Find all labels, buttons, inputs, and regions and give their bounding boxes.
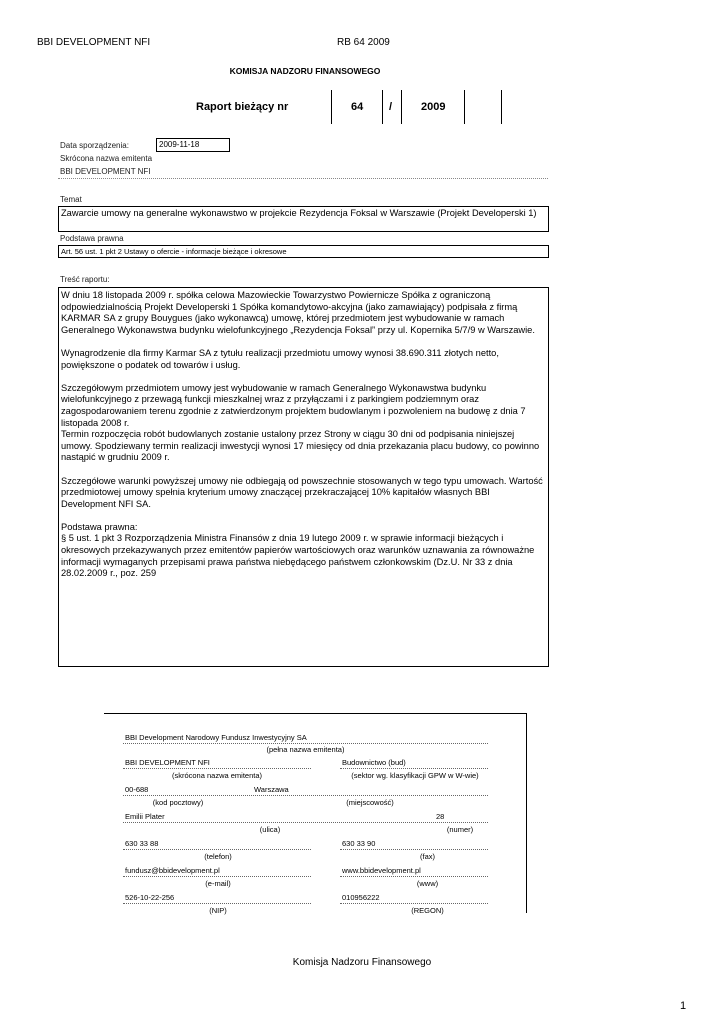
report-title: Raport bieżący nr xyxy=(196,101,289,113)
issuer-street: Emilii Plater xyxy=(125,812,165,821)
divider xyxy=(123,822,488,823)
header-issuer: BBI DEVELOPMENT NFI xyxy=(37,37,151,48)
issuer-regon-caption: (REGON) xyxy=(411,906,444,915)
report-year: 2009 xyxy=(421,101,446,113)
issuer-www[interactable]: www.bbidevelopment.pl xyxy=(342,866,421,875)
issuer-nip: 526-10-22-256 xyxy=(125,893,175,902)
legal-basis-heading: Podstawa prawna: xyxy=(61,521,138,532)
issuer-full-name-caption: (pełna nazwa emitenta) xyxy=(266,745,345,754)
issuer-short-name-caption: (skrócona nazwa emitenta) xyxy=(171,771,263,780)
divider xyxy=(123,849,311,850)
issuer-number-caption: (numer) xyxy=(446,825,474,834)
issuer-regon: 010956222 xyxy=(342,893,380,902)
divider xyxy=(123,768,311,769)
issuer-street-caption: (ulica) xyxy=(259,825,281,834)
date-value: 2009-11-18 xyxy=(156,138,230,152)
divider xyxy=(340,903,488,904)
issuer-fax: 630 33 90 xyxy=(342,839,376,848)
divider xyxy=(123,876,311,877)
issuer-number: 28 xyxy=(436,812,445,821)
issuer-fax-caption: (fax) xyxy=(420,852,435,861)
issuer-city: Warszawa xyxy=(254,785,289,794)
subject-value: Zawarcie umowy na generalne wykonawstwo w projekcie Rezydencja Foksal w Warszawie (Projekt Developerski 1) xyxy=(58,206,549,232)
divider xyxy=(340,849,488,850)
divider xyxy=(123,903,311,904)
issuer-sector: Budownictwo (bud) xyxy=(342,758,406,767)
footer-commission: Komisja Nadzoru Finansowego xyxy=(292,957,432,968)
issuer-full-name: BBI Development Narodowy Fundusz Inwestycyjny SA xyxy=(125,733,307,742)
issuer-postal-code: 00-688 xyxy=(125,785,149,794)
content-paragraph-5: Szczegółowe warunki powyższej umowy nie odbiegają od powszechnie stosowanych w tego typu umowach. Wartość przedmiotowej umowy spełnia kryterium umowy znaczącej przekraczającej 10% kapitałów własnych BBI Development NFI SA. xyxy=(61,475,543,509)
content-label: Treść raportu: xyxy=(60,275,110,284)
issuer-email-caption: (e-mail) xyxy=(205,879,231,888)
date-label: Data sporządzenia: xyxy=(60,141,129,150)
header-report-code: RB 64 2009 xyxy=(337,37,390,48)
issuer-www-caption: (www) xyxy=(416,879,439,888)
report-separator: / xyxy=(389,101,393,113)
divider xyxy=(123,743,488,744)
content-paragraph-4: Termin rozpoczęcia robót budowlanych zostanie ustalony przez Strony w ciągu 30 dni od podpisania niniejszej umowy. Spodziewany termin realizacji inwestycji wynosi 17 miesięcy od dnia przekazania placu budowy, co powinno nastąpić w grudniu 2009 r. xyxy=(61,429,540,463)
issuer-city-caption: (miejscowość) xyxy=(346,798,394,807)
issuer-postal-code-caption: (kod pocztowy) xyxy=(152,798,204,807)
issuer-short-name: BBI DEVELOPMENT NFI xyxy=(125,758,210,767)
short-name-value: BBI DEVELOPMENT NFI xyxy=(60,167,151,176)
subject-label: Temat xyxy=(60,195,82,204)
content-paragraph-6: § 5 ust. 1 pkt 3 Rozporządzenia Ministra Finansów z dnia 19 lutego 2009 r. w sprawie informacji bieżących i okresowych przekazywanych przez emitentów papierów wartościowych oraz warunków uznawania za równoważne informacji wymaganych przepisami prawa państwa niebędącego państwem członkowskim (Dz.U. Nr 33 z dnia 28.02.2009 r., poz. 259 xyxy=(61,533,535,579)
divider xyxy=(340,876,488,877)
divider xyxy=(340,768,488,769)
issuer-sector-caption: (sektor wg. klasyfikacji GPW w W-wie) xyxy=(351,771,479,780)
issuer-email[interactable]: fundusz@bbidevelopment.pl xyxy=(125,866,220,875)
divider xyxy=(123,795,488,796)
content-paragraph-3: Szczegółowym przedmiotem umowy jest wybudowanie w ramach Generalnego Wykonawstwa budynku wielofunkcyjnego z przewagą funkcji mieszkalnej wraz z przyłączami i z parkingiem podziemnym oraz zagospodarowaniem terenu zgodnie z zatwierdzonym projektem budowlanym i pozwoleniem na budowę z dnia 7 listopada 2008 r. xyxy=(61,382,526,428)
issuer-phone-caption: (telefon) xyxy=(204,852,232,861)
page-number: 1 xyxy=(680,1000,687,1012)
content-paragraph-1: W dniu 18 listopada 2009 r. spółka celowa Mazowieckie Towarzystwo Powiernicze Spółka z ograniczoną odpowiedzialnością Projekt Developerski 1 Spółka komandytowo-akcyjna (jako zamawiający) podpisała z firmą KARMAR SA z grupy Bouygues (jako wykonawcą) umowę, której przedmiotem jest wybudowanie w ramach Generalnego Wykonawstwa budynku wielofunkcyjnego „Rezydencja Foksal” przy ul. Kopernika 5/7/9 w Warszawie. xyxy=(61,290,535,335)
commission-title: KOMISJA NADZORU FINANSOWEGO xyxy=(229,66,381,76)
legal-basis-label: Podstawa prawna xyxy=(60,234,124,243)
content-paragraph-2: Wynagrodzenie dla firmy Karmar SA z tytułu realizacji przedmiotu umowy wynosi 38.690.311 złotych netto, powiększone o podatek od towarów i usług. xyxy=(61,347,499,370)
report-number: 64 xyxy=(351,101,364,113)
issuer-nip-caption: (NIP) xyxy=(209,906,227,915)
legal-basis-value: Art. 56 ust. 1 pkt 2 Ustawy o ofercie - informacje bieżące i okresowe xyxy=(58,245,549,258)
short-name-label: Skrócona nazwa emitenta xyxy=(60,154,153,163)
issuer-phone: 630 33 88 xyxy=(125,839,159,848)
